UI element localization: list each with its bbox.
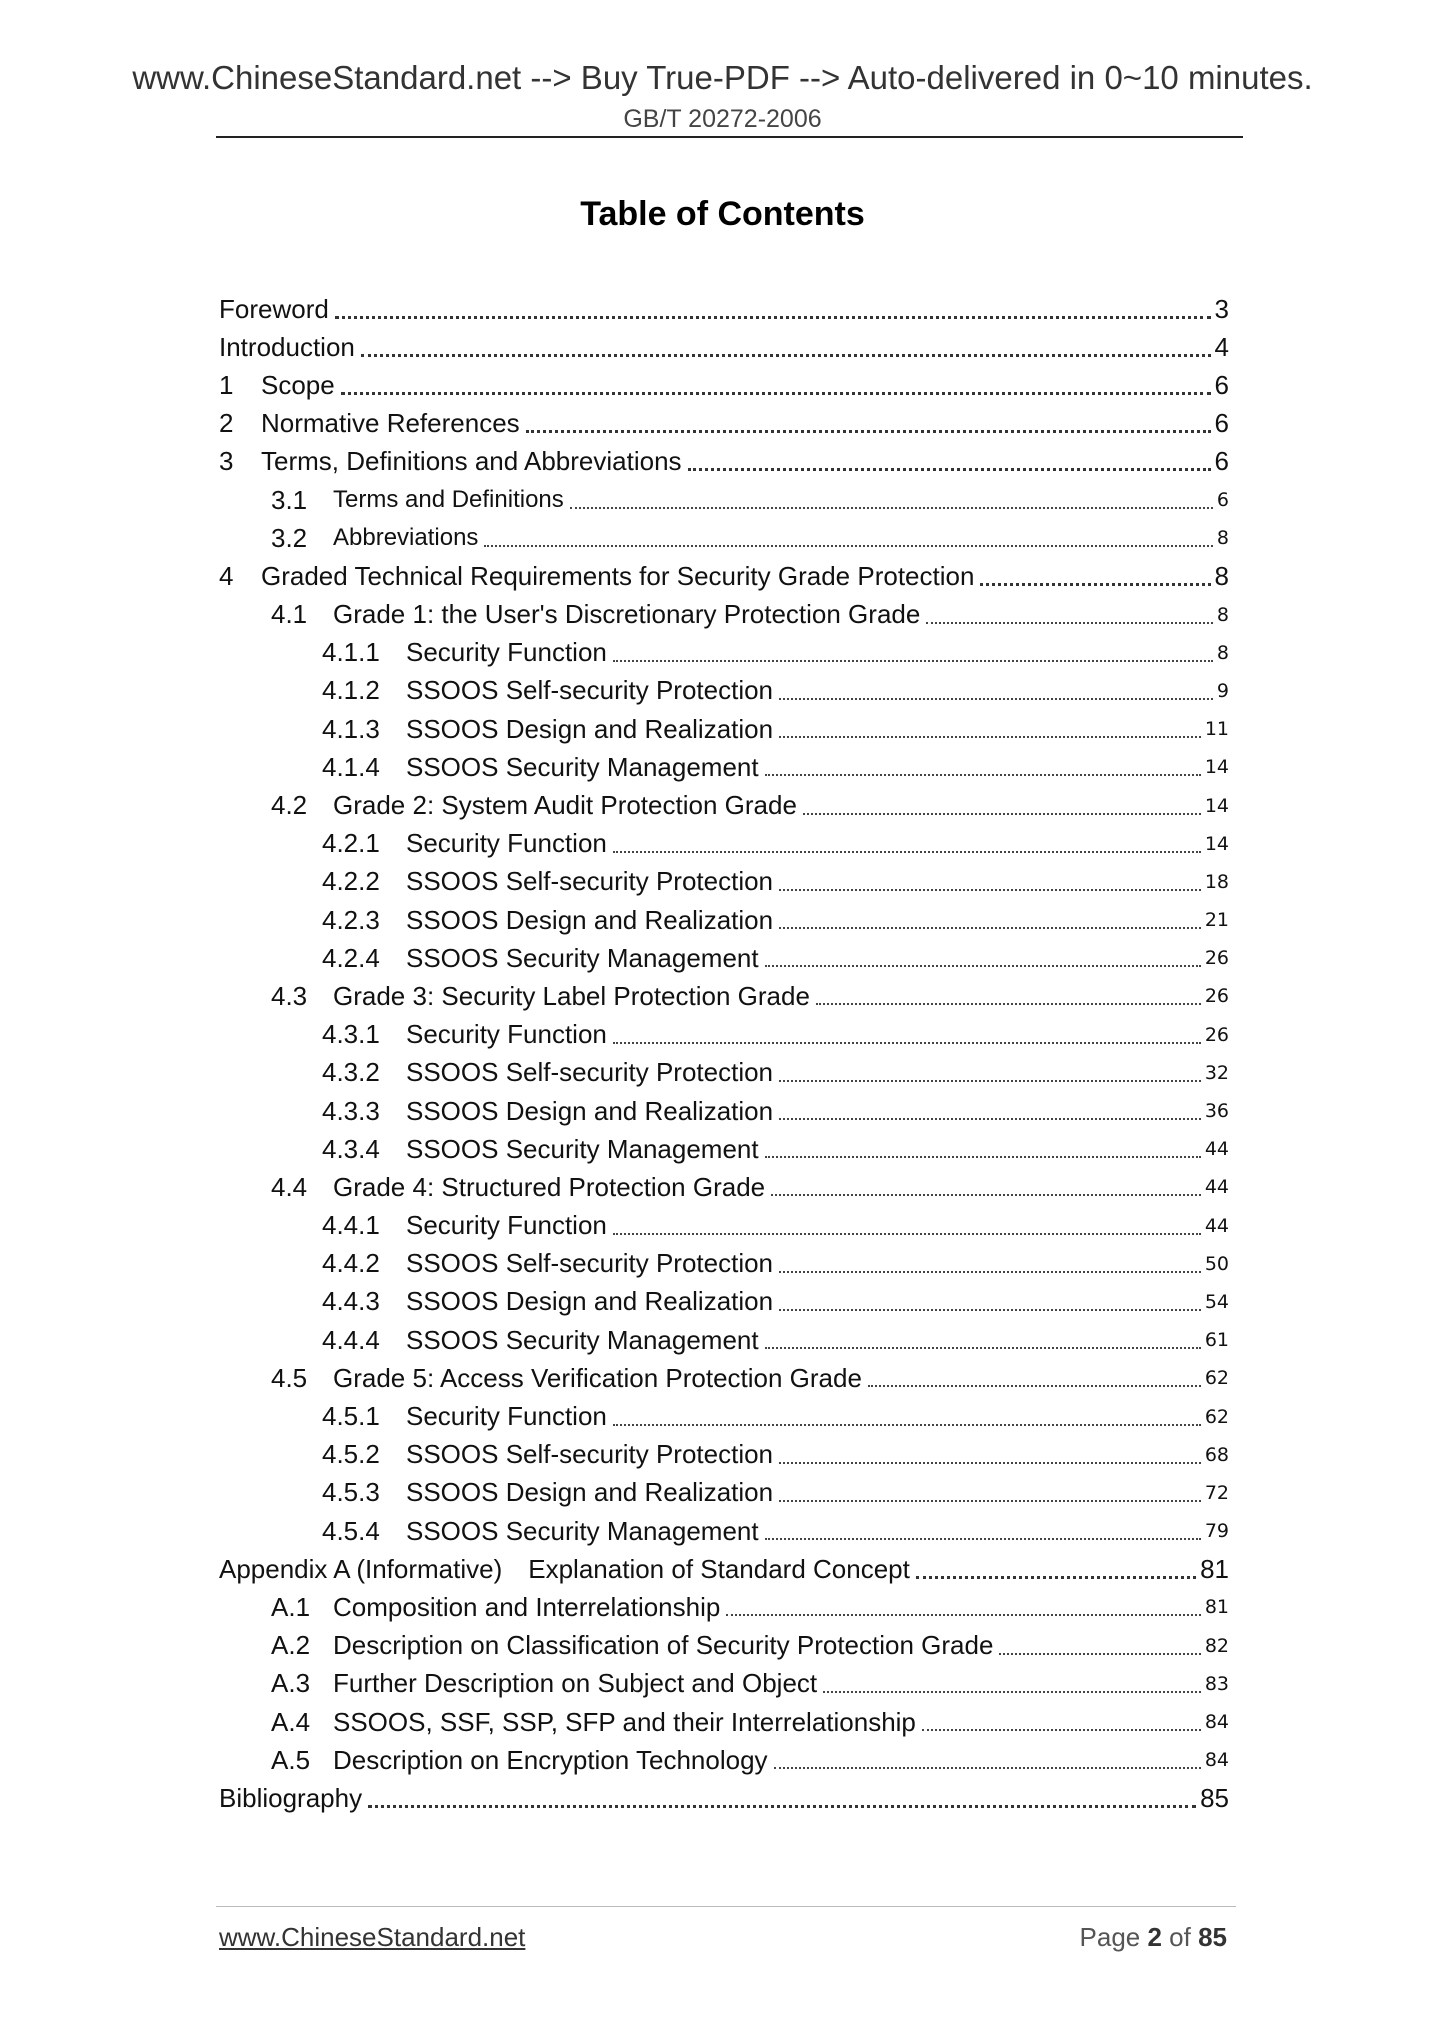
toc-entry-label: Terms, Definitions and Abbreviations: [261, 446, 682, 477]
toc-dot-leader: [980, 583, 1210, 586]
toc-entry[interactable]: [219, 1283, 1229, 1321]
toc-entry-label: SSOOS Design and Realization: [406, 1477, 774, 1508]
toc-entry-label: SSOOS Security Management: [406, 1515, 759, 1546]
toc-entry-page: 68: [1204, 1443, 1229, 1466]
toc-entry-page: 84: [1204, 1749, 1229, 1772]
toc-entry[interactable]: [219, 405, 1229, 443]
toc-entry[interactable]: [219, 443, 1229, 481]
toc-entry-label: Graded Technical Requirements for Security Grade Protection: [261, 560, 975, 591]
toc-entry-number: 4.5.2: [322, 1439, 380, 1470]
toc-entry-number: 4.1.3: [322, 713, 380, 744]
toc-entry[interactable]: [219, 481, 1229, 519]
toc-dot-leader: [779, 1080, 1201, 1082]
toc-entry[interactable]: [219, 1207, 1229, 1245]
toc-entry-page: 26: [1204, 1023, 1229, 1046]
toc-entry-page: 6: [1214, 446, 1229, 477]
toc-dot-leader: [823, 1691, 1201, 1693]
toc-entry-page: 8: [1214, 560, 1229, 591]
toc-entry-page: 8: [1216, 527, 1229, 550]
current-page: 2: [1147, 1922, 1162, 1952]
toc-entry-number: 4.2.4: [322, 942, 380, 973]
toc-entry-label: Terms and Definitions: [333, 486, 564, 514]
page-number: [1080, 1922, 1227, 1953]
toc-entry[interactable]: [219, 825, 1229, 863]
toc-entry[interactable]: [219, 1321, 1229, 1359]
toc-entry-number: A.2: [271, 1630, 311, 1661]
toc-entry-page: 14: [1204, 794, 1229, 817]
toc-entry[interactable]: [219, 748, 1229, 786]
toc-entry-label: Description on Classification of Security Protection Grade: [333, 1630, 994, 1661]
toc-entry-label: Security Function: [406, 1210, 607, 1241]
toc-entry-number: 3.2: [271, 522, 308, 553]
toc-entry-label: Grade 5: Access Verification Protection Grade: [333, 1362, 862, 1393]
toc-dot-leader: [613, 851, 1201, 853]
header-banner: www.ChineseStandard.net --> Buy True-PDF --> Auto-delivered in 0~10 minutes.: [132, 59, 1313, 96]
toc-entry[interactable]: [219, 1512, 1229, 1550]
toc-entry[interactable]: [219, 1741, 1229, 1779]
toc-dot-leader: [765, 774, 1201, 776]
toc-dot-leader: [774, 1767, 1201, 1769]
toc-entry-number: A.5: [271, 1744, 311, 1775]
toc-entry[interactable]: [219, 1054, 1229, 1092]
toc-dot-leader: [779, 889, 1201, 891]
header-divider: [216, 136, 1243, 138]
toc-entry-number: 4.4.4: [322, 1324, 380, 1355]
toc-dot-leader: [816, 1003, 1201, 1005]
toc-entry-label: SSOOS Security Management: [406, 1133, 759, 1164]
toc-entry[interactable]: [219, 1665, 1229, 1703]
toc-entry[interactable]: [219, 1092, 1229, 1130]
toc-entry-number: 4.4.1: [322, 1210, 380, 1241]
toc-entry-number: 2: [219, 408, 234, 439]
toc-entry[interactable]: [219, 290, 1229, 328]
toc-entry-page: 8: [1216, 603, 1229, 626]
toc-entry-number: 4.4.2: [322, 1248, 380, 1279]
toc-entry-page: 84: [1204, 1711, 1229, 1734]
toc-entry-page: 85: [1200, 1782, 1229, 1813]
toc-entry-label: Composition and Interrelationship: [333, 1591, 721, 1622]
toc-dot-leader: [765, 965, 1201, 967]
toc-entry[interactable]: [219, 672, 1229, 710]
toc-entry[interactable]: [219, 786, 1229, 824]
table-of-contents: [219, 290, 1229, 1818]
toc-dot-leader: [771, 1194, 1201, 1196]
toc-entry-number: 4.2.1: [322, 828, 380, 859]
toc-entry[interactable]: [219, 1397, 1229, 1435]
toc-entry-page: 81: [1200, 1553, 1229, 1584]
toc-entry-label: SSOOS Design and Realization: [406, 1095, 774, 1126]
toc-entry-page: 54: [1204, 1290, 1229, 1313]
toc-entry-page: 44: [1204, 1138, 1229, 1161]
toc-entry-number: 4.4: [271, 1171, 308, 1202]
toc-dot-leader: [779, 927, 1201, 929]
toc-entry[interactable]: [219, 863, 1229, 901]
toc-entry-number: 4.5.1: [322, 1401, 380, 1432]
toc-dot-leader: [779, 1500, 1201, 1502]
toc-entry-label: Security Function: [406, 637, 607, 668]
toc-dot-leader: [361, 354, 1211, 357]
toc-dot-leader: [922, 1729, 1201, 1731]
toc-entry[interactable]: [219, 977, 1229, 1015]
toc-dot-leader: [803, 813, 1201, 815]
toc-entry-number: 4.1.1: [322, 637, 380, 668]
toc-entry-page: 6: [1214, 369, 1229, 400]
toc-dot-leader: [613, 1424, 1201, 1426]
toc-entry-label: Further Description on Subject and Object: [333, 1668, 818, 1699]
toc-entry-page: 81: [1204, 1596, 1229, 1619]
toc-entry-number: 4.1.4: [322, 751, 380, 782]
toc-entry[interactable]: [219, 710, 1229, 748]
toc-entry-label: SSOOS Design and Realization: [406, 904, 774, 935]
toc-entry-number: 4.3: [271, 980, 308, 1011]
toc-entry[interactable]: [219, 519, 1229, 557]
toc-entry-number: 4.1: [271, 599, 308, 630]
toc-dot-leader: [613, 1042, 1201, 1044]
toc-dot-leader: [570, 507, 1213, 509]
toc-dot-leader: [779, 698, 1213, 700]
toc-entry[interactable]: [219, 1588, 1229, 1626]
document-code: GB/T 20272-2006: [623, 105, 822, 133]
toc-entry[interactable]: [219, 1703, 1229, 1741]
toc-entry-page: 32: [1204, 1061, 1229, 1084]
toc-entry-number: 4: [219, 560, 234, 591]
toc-entry-number: 4.2: [271, 790, 308, 821]
toc-dot-leader: [916, 1576, 1196, 1579]
toc-entry[interactable]: [219, 1016, 1229, 1054]
toc-entry-label: SSOOS Self-security Protection: [406, 675, 774, 706]
toc-entry-label: Introduction: [219, 331, 355, 362]
toc-entry-page: 83: [1204, 1672, 1229, 1695]
toc-entry-page: 44: [1204, 1176, 1229, 1199]
toc-entry-label: SSOOS Security Management: [406, 1324, 759, 1355]
toc-entry-number: 4.2.3: [322, 904, 380, 935]
page-title: Table of Contents: [580, 195, 865, 233]
toc-entry-page: 11: [1204, 718, 1229, 741]
toc-dot-leader: [726, 1614, 1200, 1616]
toc-entry-number: 4.3.4: [322, 1133, 380, 1164]
toc-entry-page: 61: [1204, 1329, 1229, 1352]
toc-entry-label: Appendix A (Informative) Explanation of Standard Concept: [219, 1553, 910, 1584]
toc-entry-label: SSOOS, SSF, SSP, SFP and their Interrelationship: [333, 1706, 916, 1737]
page-of: of: [1161, 1922, 1199, 1952]
toc-entry-number: 4.1.2: [322, 675, 380, 706]
toc-entry-page: 21: [1204, 909, 1229, 932]
toc-entry[interactable]: [219, 634, 1229, 672]
toc-entry-label: SSOOS Self-security Protection: [406, 1248, 774, 1279]
toc-entry-number: 4.5.4: [322, 1515, 380, 1546]
toc-entry-number: 1: [219, 369, 234, 400]
toc-entry-label: SSOOS Security Management: [406, 751, 759, 782]
toc-dot-leader: [779, 1271, 1201, 1273]
toc-entry[interactable]: [219, 596, 1229, 634]
toc-entry-page: 50: [1204, 1252, 1229, 1275]
toc-dot-leader: [779, 1118, 1201, 1120]
toc-entry-label: Bibliography: [219, 1782, 363, 1813]
toc-dot-leader: [484, 545, 1212, 547]
toc-dot-leader: [779, 1309, 1201, 1311]
toc-entry-label: SSOOS Self-security Protection: [406, 1439, 774, 1470]
toc-dot-leader: [765, 1156, 1201, 1158]
toc-entry-page: 14: [1204, 756, 1229, 779]
toc-entry[interactable]: [219, 1245, 1229, 1283]
toc-entry-label: Security Function: [406, 828, 607, 859]
toc-dot-leader: [765, 1538, 1201, 1540]
toc-entry-page: 82: [1204, 1634, 1229, 1657]
toc-entry-page: 26: [1204, 985, 1229, 1008]
toc-dot-leader: [765, 1347, 1201, 1349]
toc-entry-label: SSOOS Design and Realization: [406, 1286, 774, 1317]
toc-entry-page: 9: [1216, 679, 1229, 702]
toc-entry-number: 4.3.1: [322, 1019, 380, 1050]
toc-entry-page: 4: [1214, 331, 1229, 362]
toc-entry[interactable]: [219, 1550, 1229, 1588]
total-pages: 85: [1198, 1922, 1227, 1952]
toc-dot-leader: [335, 316, 1211, 319]
toc-entry-page: 62: [1204, 1367, 1229, 1390]
toc-entry-page: 6: [1214, 408, 1229, 439]
toc-entry-label: SSOOS Self-security Protection: [406, 866, 774, 897]
toc-entry-label: Description on Encryption Technology: [333, 1744, 768, 1775]
toc-entry-label: Security Function: [406, 1401, 607, 1432]
toc-entry-page: 8: [1216, 641, 1229, 664]
toc-dot-leader: [926, 622, 1213, 624]
toc-dot-leader: [368, 1805, 1196, 1808]
toc-entry-page: 72: [1204, 1481, 1229, 1504]
toc-dot-leader: [613, 1233, 1201, 1235]
page-prefix: Page: [1079, 1922, 1148, 1952]
toc-entry-page: 36: [1204, 1100, 1229, 1123]
toc-entry[interactable]: [219, 1168, 1229, 1206]
toc-entry-number: 4.5.3: [322, 1477, 380, 1508]
footer-website-link[interactable]: www.ChineseStandard.net: [219, 1922, 526, 1952]
toc-entry-page: 26: [1204, 947, 1229, 970]
toc-entry-label: Abbreviations: [333, 524, 479, 552]
toc-entry-page: 3: [1214, 293, 1229, 324]
toc-entry-number: A.4: [271, 1706, 311, 1737]
toc-entry[interactable]: [219, 366, 1229, 404]
toc-entry-number: 4.5: [271, 1362, 308, 1393]
toc-entry-number: A.1: [271, 1591, 311, 1622]
toc-dot-leader: [779, 736, 1201, 738]
toc-entry[interactable]: [219, 1130, 1229, 1168]
toc-entry-number: 4.3.3: [322, 1095, 380, 1126]
toc-dot-leader: [999, 1653, 1200, 1655]
toc-entry[interactable]: [219, 1359, 1229, 1397]
toc-entry[interactable]: [219, 1627, 1229, 1665]
toc-dot-leader: [779, 1462, 1201, 1464]
toc-entry-number: 3.1: [271, 484, 308, 515]
toc-entry-number: 4.3.2: [322, 1057, 380, 1088]
toc-entry-label: Grade 3: Security Label Protection Grade: [333, 980, 810, 1011]
toc-entry-page: 14: [1204, 832, 1229, 855]
footer-divider: [216, 1906, 1236, 1907]
toc-entry-label: Normative References: [261, 408, 520, 439]
toc-dot-leader: [613, 660, 1213, 662]
toc-dot-leader: [688, 468, 1211, 471]
toc-entry-label: Scope: [261, 369, 335, 400]
toc-entry-number: 4.2.2: [322, 866, 380, 897]
toc-entry-number: 3: [219, 446, 234, 477]
toc-entry-number: 4.4.3: [322, 1286, 380, 1317]
toc-entry-label: Grade 1: the User's Discretionary Protection Grade: [333, 599, 921, 630]
toc-entry[interactable]: [219, 1436, 1229, 1474]
toc-entry-number: A.3: [271, 1668, 311, 1699]
toc-entry-page: 62: [1204, 1405, 1229, 1428]
toc-dot-leader: [868, 1385, 1201, 1387]
toc-entry[interactable]: [219, 1474, 1229, 1512]
toc-entry[interactable]: [219, 939, 1229, 977]
toc-entry-page: 6: [1216, 489, 1229, 512]
toc-dot-leader: [526, 430, 1211, 433]
toc-entry[interactable]: [219, 901, 1229, 939]
toc-entry-label: Security Function: [406, 1019, 607, 1050]
toc-entry-label: SSOOS Self-security Protection: [406, 1057, 774, 1088]
toc-entry-page: 18: [1204, 870, 1229, 893]
toc-entry[interactable]: [219, 328, 1229, 366]
toc-entry-label: Grade 2: System Audit Protection Grade: [333, 790, 797, 821]
toc-entry-label: SSOOS Security Management: [406, 942, 759, 973]
toc-entry-label: Grade 4: Structured Protection Grade: [333, 1171, 766, 1202]
toc-dot-leader: [341, 392, 1211, 395]
toc-entry-page: 44: [1204, 1214, 1229, 1237]
toc-entry[interactable]: [219, 557, 1229, 595]
toc-entry-label: Foreword: [219, 293, 329, 324]
toc-entry-label: SSOOS Design and Realization: [406, 713, 774, 744]
toc-entry[interactable]: [219, 1779, 1229, 1817]
toc-entry-page: 79: [1204, 1520, 1229, 1543]
